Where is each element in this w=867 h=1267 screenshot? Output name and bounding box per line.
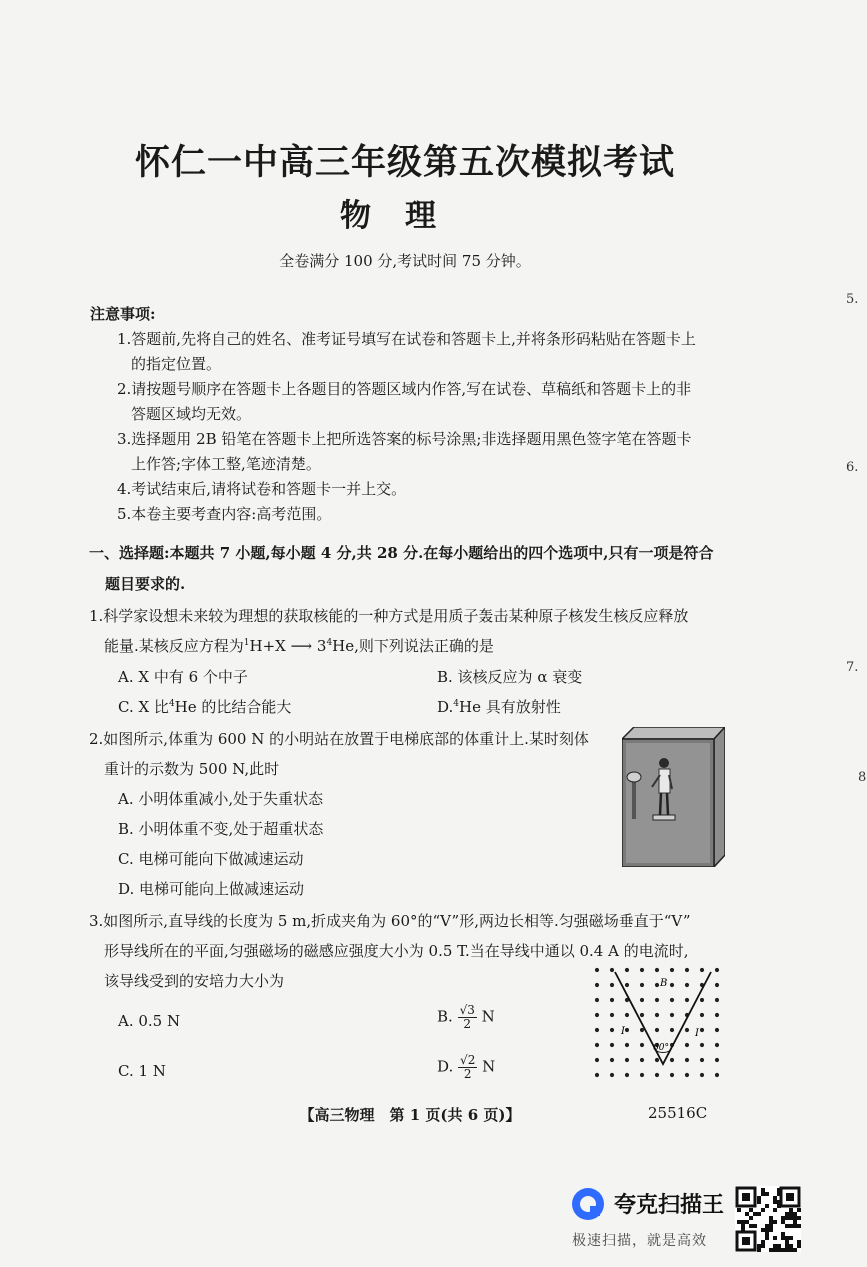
notice-line: 5.本卷主要考查内容:高考范围。 [117,505,332,523]
current-label-right: I [695,1028,699,1039]
field-dot [640,1028,644,1032]
field-dot [655,998,659,1002]
field-dot [595,983,599,987]
qr-code-icon [735,1186,801,1252]
q2-option-d[interactable]: D. 电梯可能向上做减速运动 [118,880,305,898]
q2-option-a[interactable]: A. 小明体重减小,处于失重状态 [118,790,324,808]
field-dot [685,1028,689,1032]
current-label-left: I [621,1026,625,1037]
field-dot [625,1028,629,1032]
subject-title: 物理 [340,198,470,234]
field-dot [640,1073,644,1077]
magnetic-field-figure [585,962,725,1087]
edge-mark: 6. [846,460,859,475]
edge-mark: 8 [858,770,867,785]
field-dot [715,1013,719,1017]
field-dot [625,968,629,972]
field-dot [595,968,599,972]
field-dot [625,983,629,987]
q3-option-a[interactable]: A. 0.5 N [118,1012,181,1030]
field-dot [595,1073,599,1077]
field-dot [625,1013,629,1017]
field-dot [655,1058,659,1062]
field-dot [715,1028,719,1032]
q3-stem-cont: 该导线受到的安培力大小为 [104,972,285,990]
notice-line: 4.考试结束后,请将试卷和答题卡一并上交。 [117,480,407,498]
field-dot [670,1013,674,1017]
q3-option-c[interactable]: C. 1 N [118,1062,166,1080]
field-dot [595,1043,599,1047]
exam-info: 全卷满分 100 分,考试时间 75 分钟。 [279,252,531,270]
scanner-logo-icon [570,1186,606,1222]
field-dot [610,998,614,1002]
section-heading-cont: 题目要求的. [105,575,186,593]
field-dot [670,1073,674,1077]
field-dot [610,1013,614,1017]
field-dot [595,998,599,1002]
field-dot [715,983,719,987]
field-dot [670,1058,674,1062]
notice-line: 1.答题前,先将自己的姓名、准考证号填写在试卷和答题卡上,并将条形码粘贴在答题卡上 [117,330,696,348]
field-dot [640,1013,644,1017]
field-dot [610,968,614,972]
field-dot [625,1058,629,1062]
q3-option-d[interactable]: D. $\frac{√2}{2}$ N [437,1053,496,1081]
page-footer: 【高三物理 第 1 页(共 6 页)】 [299,1106,521,1124]
field-dot [595,1028,599,1032]
field-dot [685,998,689,1002]
field-dot [655,1073,659,1077]
q1-option-b[interactable]: B. 该核反应为 α 衰变 [437,668,583,686]
notice-line: 上作答;字体工整,笔迹清楚。 [131,455,321,473]
field-dot [610,1058,614,1062]
field-dot [700,1073,704,1077]
q3-stem-cont: 形导线所在的平面,匀强磁场的磁感应强度大小为 0.5 T.当在导线中通以 0.4 A 的电流时, [104,942,689,960]
field-dot [685,983,689,987]
field-dot [640,1043,644,1047]
q1-option-d[interactable]: D.$^4$He 具有放射性 [437,698,561,716]
notice-line: 3.选择题用 2B 铅笔在答题卡上把所选答案的标号涂黑;非选择题用黑色签字笔在答题卡 [117,430,692,448]
q1-option-c[interactable]: C. X 比$^4$He 的比结合能大 [118,698,292,716]
field-dot [700,1028,704,1032]
field-dot [715,968,719,972]
q1-option-a[interactable]: A. X 中有 6 个中子 [118,668,248,686]
field-dot [700,1013,704,1017]
field-dot [685,1043,689,1047]
field-dot [700,1043,704,1047]
q2-option-c[interactable]: C. 电梯可能向下做减速运动 [118,850,304,868]
field-dot [640,998,644,1002]
field-dot [715,998,719,1002]
field-dot [655,1013,659,1017]
field-dot [670,968,674,972]
field-dot [610,1028,614,1032]
field-dot [610,983,614,987]
scanner-slogan: 极速扫描，就是高效 [572,1233,707,1249]
field-dot [715,1073,719,1077]
elevator-figure [622,727,725,867]
field-label-b: B [660,978,668,989]
field-dot [640,1058,644,1062]
edge-mark: 5. [846,292,859,307]
angle-label: 60° [653,1043,669,1053]
field-dot [715,1058,719,1062]
q2-stem-cont: 重计的示数为 500 N,此时 [104,760,280,778]
scanner-brand: 夸克扫描王 [614,1193,725,1218]
field-dot [685,1073,689,1077]
notice-line: 2.请按题号顺序在答题卡上各题目的答题区域内作答,写在试卷、草稿纸和答题卡上的非 [117,380,692,398]
q1-equation-line: 能量.某核反应方程为$^1$H+X ⟶ $3^4He$,则下列说法正确的是 [104,637,494,655]
notice-heading: 注意事项: [90,305,156,323]
field-dot [655,968,659,972]
field-dot [685,1058,689,1062]
q2-stem: 2.如图所示,体重为 600 N 的小明站在放置于电梯底部的体重计上.某时刻体 [89,730,589,748]
edge-mark: 7. [846,660,859,675]
field-dot [625,1073,629,1077]
field-dot [700,998,704,1002]
field-dot [610,1043,614,1047]
field-dot [715,1043,719,1047]
field-dot [595,1058,599,1062]
field-dot [655,983,659,987]
field-dot [655,1028,659,1032]
q3-stem: 3.如图所示,直导线的长度为 5 m,折成夹角为 60°的“V”形,两边长相等.匀强磁场垂直于“V” [89,912,691,930]
notice-line: 答题区域均无效。 [131,405,252,423]
field-dot [640,968,644,972]
field-dot [610,1073,614,1077]
field-dot [640,983,644,987]
field-dot [670,983,674,987]
field-dot [700,1058,704,1062]
notice-line: 的指定位置。 [131,355,222,373]
section-heading: 一、选择题:本题共 7 小题,每小题 4 分,共 28 分.在每小题给出的四个选项中,只有一项是符合 [89,544,714,562]
field-dot [670,1028,674,1032]
exam-title: 怀仁一中高三年级第五次模拟考试 [134,142,675,183]
field-dot [700,968,704,972]
field-dot [670,998,674,1002]
q2-option-b[interactable]: B. 小明体重不变,处于超重状态 [118,820,324,838]
q1-stem: 1.科学家设想未来较为理想的获取核能的一种方式是用质子轰击某种原子核发生核反应释放 [89,607,689,625]
field-dot [625,1043,629,1047]
q3-option-b[interactable]: B. $\frac{√3}{2}$ N [437,1003,495,1031]
field-dot [595,1013,599,1017]
field-dot [685,968,689,972]
paper-code: 25516C [648,1104,708,1122]
